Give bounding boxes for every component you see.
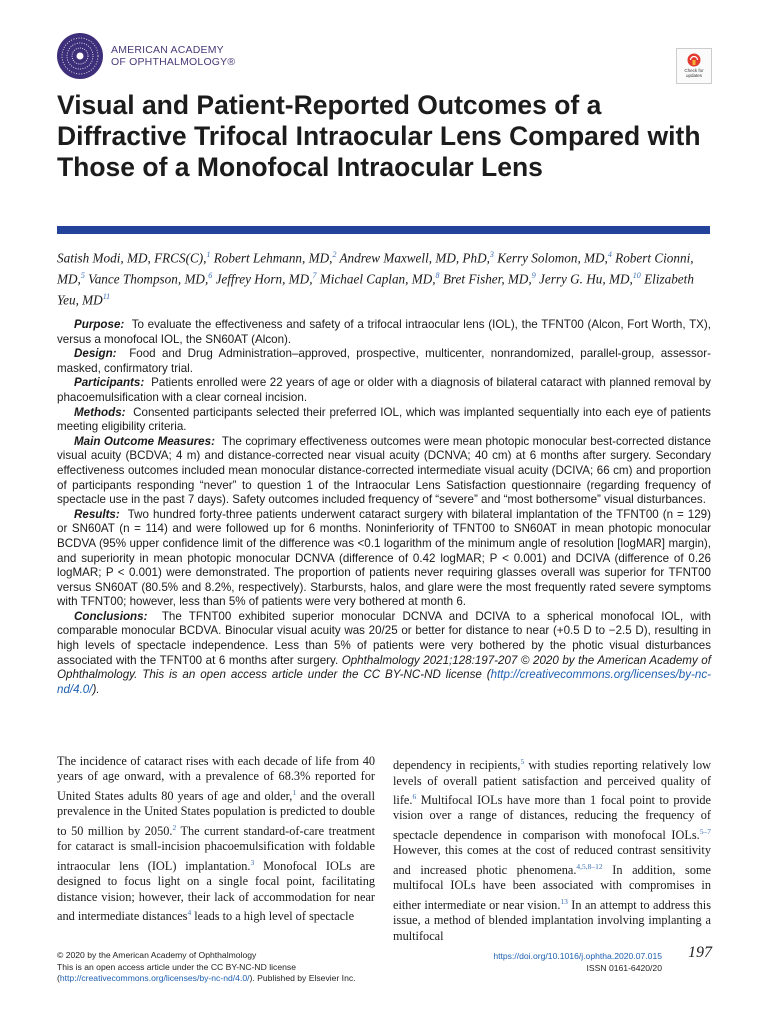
outcomes-text: The coprimary effectiveness outcomes were mean photopic monocular best-corrected distance visual acuity (BCDVA; 4 m) and distance-corrected near visual acuity (DCNVA; 40 cm) at 6 months after surgery. Secondary effectiveness outcomes included mean monocular distance-corrected intermediate visual acuity (DCIVA; 66 cm) and proportion of participants responding “never” to question 1 of the Intraocular Lens Satisfaction questionnaire (regarding frequency of spectacle use in the past 7 days). Safety outcomes included frequency of “severe” and “most bothersome” visual disturbances. xyxy=(57,434,711,507)
citation-ref[interactable]: 1 xyxy=(292,787,297,797)
citation-ref[interactable]: 2 xyxy=(172,822,177,832)
author-name: Michael Caplan, MD, xyxy=(319,271,436,287)
footer-license-link[interactable]: http://creativecommons.org/licenses/by-nc-nd/4.0/ xyxy=(59,973,250,983)
author-affiliation-ref[interactable]: 10 xyxy=(632,270,641,280)
author-affiliation-ref[interactable]: 5 xyxy=(80,270,85,280)
body-text: The current standard-of-care treatment for cataract is small-incision phacoemulsification with foldable intraocular lens (IOL) implantation. xyxy=(57,823,375,873)
author-name: Elizabeth Yeu, MD xyxy=(57,271,694,308)
outcomes-label: Main Outcome Measures: xyxy=(74,434,215,448)
citation-ref[interactable]: 13 xyxy=(560,896,568,906)
citation-end: ). xyxy=(92,682,100,696)
publisher-line: (http://creativecommons.org/licenses/by-nc-nd/4.0/). Published by Elsevier Inc. xyxy=(57,973,356,983)
body-column-right xyxy=(393,754,711,944)
author-affiliation-ref[interactable]: 7 xyxy=(312,270,317,280)
participants-text: Patients enrolled were 22 years of age or older with a diagnosis of bilateral cataract with planned removal by phacoemulsification with a clear corneal incision. xyxy=(57,376,711,404)
author-affiliation-ref[interactable]: 1 xyxy=(206,250,211,259)
author-list xyxy=(57,246,717,309)
abstract-results xyxy=(57,508,711,610)
results-label: Results: xyxy=(74,507,120,521)
purpose-text: To evaluate the effectiveness and safety of a trifocal intraocular lens (IOL), the TFNT00 (Alcon, Fort Worth, TX), versus a monofocal IOL, the SN60AT (Alcon). xyxy=(57,318,711,346)
badge-label: Check for updates xyxy=(684,68,704,78)
page-number: 197 xyxy=(688,944,712,961)
license-link[interactable]: http://creativecommons.org/licenses/by-nc-nd/4.0/ xyxy=(57,668,711,696)
citation-ref[interactable]: 5 xyxy=(520,757,525,766)
citation-ref[interactable]: 4 xyxy=(187,907,192,917)
author-affiliation-ref[interactable]: 2 xyxy=(332,250,337,259)
abstract xyxy=(57,318,711,697)
title-rule xyxy=(57,226,710,234)
author-name: Jerry G. Hu, MD, xyxy=(539,271,633,287)
article-title: Visual and Patient-Reported Outcomes of a Diffractive Trifocal Intraocular Lens Compared with Those of a Monofocal Intraocular Lens xyxy=(57,90,701,182)
license-line: This is an open access article under the CC BY-NC-ND license xyxy=(57,961,296,972)
author-name: Jeffrey Horn, MD, xyxy=(215,271,313,287)
methods-label: Methods: xyxy=(74,405,126,419)
purpose-label: Purpose: xyxy=(74,318,125,331)
citation-ref[interactable]: 6 xyxy=(412,791,417,801)
author-affiliation-ref[interactable]: 6 xyxy=(208,270,213,280)
author-name: Andrew Maxwell, MD, PhD, xyxy=(339,250,490,266)
author-affiliation-ref[interactable]: 4 xyxy=(607,250,612,259)
design-label: Design: xyxy=(74,347,117,361)
body-text: However, this comes at the cost of reduced contrast sensitivity and increased photic phenomena. xyxy=(393,843,711,877)
author-name: Robert Lehmann, MD, xyxy=(213,250,333,266)
organization-name: AMERICAN ACADEMY OF OPHTHALMOLOGY® xyxy=(111,44,236,68)
intro-paragraph-left xyxy=(57,754,375,924)
citation-ref[interactable]: 4,5,8–12 xyxy=(576,861,603,871)
author-name: Robert Cionni, MD, xyxy=(57,250,694,287)
abstract-purpose xyxy=(57,318,711,347)
footer-identifiers xyxy=(440,951,662,974)
aao-logo xyxy=(56,32,276,80)
citation-ref[interactable]: 3 xyxy=(250,857,255,867)
doi-link[interactable]: https://doi.org/10.1016/j.ophtha.2020.07.015 xyxy=(493,951,662,961)
author-name: Satish Modi, MD, FRCS(C), xyxy=(57,250,207,266)
body-text: In an attempt to address this issue, a method of blended implantation involving implanting a multifocal xyxy=(393,897,711,943)
participants-label: Participants: xyxy=(74,376,145,390)
copyright-line: © 2020 by the American Academy of Ophthalmology xyxy=(57,950,257,960)
author-affiliation-ref[interactable]: 9 xyxy=(531,270,536,280)
author-name: Bret Fisher, MD, xyxy=(442,271,532,287)
results-text: Two hundred forty-three patients underwent cataract surgery with bilateral implantation of the TFNT00 (n = 129) or SN60AT (n = 114) and were followed up for 6 months. Noninferiority of TFNT00 to SN60AT in mean photopic monocular BCDVA (95% upper confidence limit of the difference was <0.1 logarithm of the minimum angle of resolution [logMAR] margin), and superiority in mean photopic monocular DCNVA (difference of 0.42 logMAR; P < 0.001) and DCIVA (difference of 0.26 logMAR; P < 0.001) were demonstrated. The proportion of patients never requiring glasses overall was superior for TFNT00 versus SN60AT (80.5% and 8.2%, respectively). Starbursts, halos, and glare were the most frequently rated severe symptoms with TFNT00; however, less than 5% of patients were very bothered at month 6. xyxy=(57,507,711,609)
body-text: with studies reporting relatively low levels of overall patient satisfaction and perceived quality of life. xyxy=(393,758,712,807)
body-text: dependency in recipients, xyxy=(393,758,521,773)
author-affiliation-ref[interactable]: 8 xyxy=(435,270,440,280)
abstract-participants xyxy=(57,376,711,405)
body-text: The incidence of cataract rises with each decade of life from 40 years of age onward, with a prevalence of 68.3% reported for United States adults 80 years of age and older, xyxy=(57,754,375,803)
conclusions-text: The TFNT00 exhibited superior monocular DCNVA and DCIVA to a spherical monofocal IOL, with comparable monocular BCDVA. Binocular visual acuity was 20/25 or better for distance to near (+0.5 D to −2.5 D), resulting in high levels of spectacle independence. Less than 5% of patients were very bothered by the photic visual disturbances associated with the TFNT00 at 6 months after surgery. xyxy=(57,609,711,667)
check-for-updates-badge[interactable] xyxy=(676,48,712,84)
author-name: Vance Thompson, MD, xyxy=(88,271,209,287)
citation-ref[interactable]: 5–7 xyxy=(699,826,711,836)
methods-text: Consented participants selected their preferred IOL, which was implanted sequentially into each eye of patients meeting eligibility criteria. xyxy=(57,405,711,434)
body-text: Monofocal IOLs are designed to focus light on a single focal point, facilitating distance vision; however, their lack of accommodation for near and intermediate distances xyxy=(57,858,375,924)
issn: ISSN 0161-6420/20 xyxy=(586,962,662,973)
body-column-left xyxy=(57,754,375,924)
intro-paragraph-right xyxy=(393,754,711,944)
author-name: Kerry Solomon, MD, xyxy=(497,250,608,266)
conclusions-label: Conclusions: xyxy=(74,609,148,623)
citation-text: Ophthalmology 2021;128:197-207 © 2020 by the American Academy of Ophthalmology. This is an open access article under the CC BY-NC-ND license ( xyxy=(57,653,711,682)
author-affiliation-ref[interactable]: 11 xyxy=(102,291,111,301)
design-text: Food and Drug Administration–approved, prospective, multicenter, nonrandomized, parallel-group, assessor-masked, confirmatory trial. xyxy=(57,347,711,375)
footer-copyright xyxy=(57,950,417,985)
body-text: leads to a high level of spectacle xyxy=(191,909,355,924)
abstract-design xyxy=(57,347,711,376)
author-affiliation-ref[interactable]: 3 xyxy=(489,250,494,259)
aao-seal-icon xyxy=(56,32,104,80)
abstract-conclusions xyxy=(57,610,711,698)
body-text: Multifocal IOLs have more than 1 focal point to provide vision over a range of distances, reducing the frequency of spectacle dependence in comparison with monofocal IOLs. xyxy=(393,793,711,842)
abstract-methods xyxy=(57,406,711,435)
body-text: and the overall prevalence in the United States population is predicted to double to 50 million by 2050. xyxy=(57,788,375,838)
abstract-outcomes xyxy=(57,435,711,508)
body-text: In addition, some multifocal IOLs have been associated with compromises in either intermediate or near vision. xyxy=(393,862,711,912)
